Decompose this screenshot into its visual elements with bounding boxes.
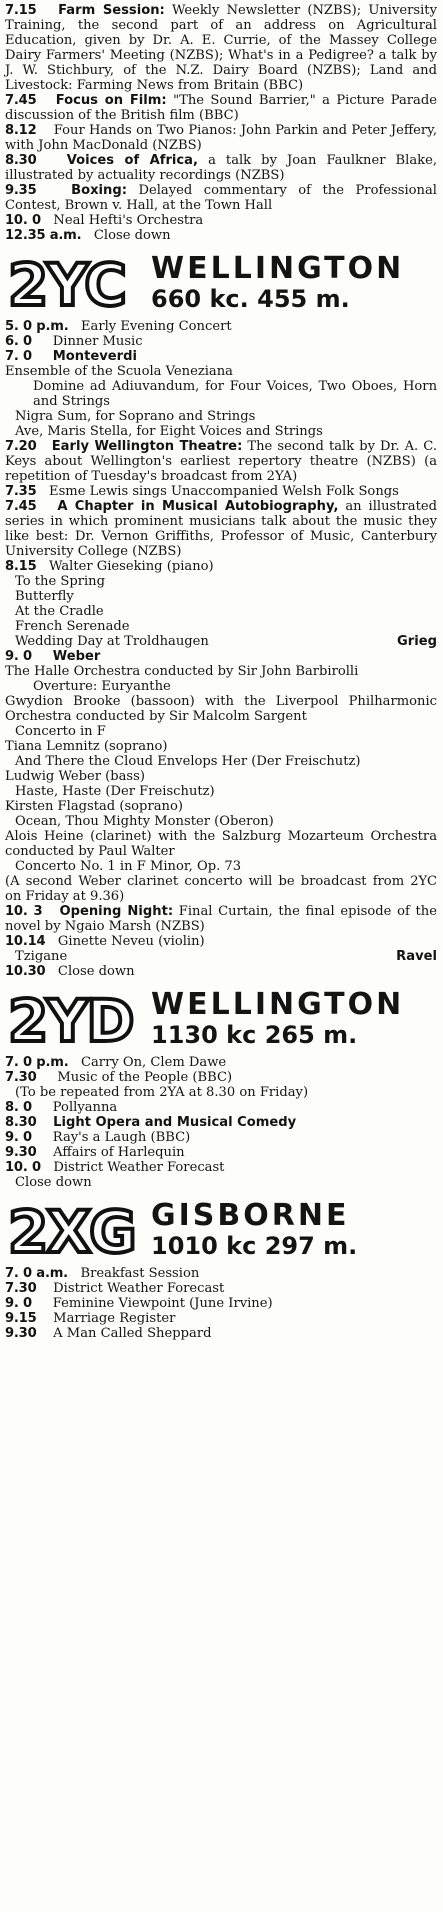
station-name: WELLINGTON [151, 987, 405, 1022]
listing-entry: 7. 0 p.m. Carry On, Clem Dawe [5, 1055, 227, 1070]
station-logo-2xg [5, 1198, 141, 1260]
listing-entry [5, 183, 437, 213]
listing-entry: 9.15 Marriage Register [5, 1311, 176, 1326]
listing-entry: 7.20 Early Wellington Theatre: The second talk by Dr. A. C. Keys about Wellington's earliest repertory theatre (NZBS) (a repetition of Tuesday's broadcast from 2YA) [5, 439, 437, 484]
listing-entry: 10.14 Ginette Neveu (violin) [5, 934, 205, 949]
listing-line: Gwydion Brooke (bassoon) with the Liverpool Philharmonic Orchestra conducted by Sir Malcolm Sargent [5, 694, 437, 724]
programme-title: Focus on Film: [55, 93, 167, 108]
programme-title: Farm Session: [58, 3, 165, 18]
station-header-2yc [5, 247, 437, 313]
listing-line: Domine ad Adiuvandum, for Four Voices, Two Oboes, Horn and Strings [33, 379, 437, 409]
programme-text: "The Sound Barrier," a Picture Parade discussion of the British film (BBC) [5, 93, 437, 123]
listing-entry: 8.30 Light Opera and Musical Comedy [5, 1115, 297, 1130]
listing-entry: 8.15 Walter Gieseking (piano) [5, 559, 214, 574]
programme-text: Delayed commentary of the Professional Contest, Brown v. Hall, at the Town Hall [5, 183, 437, 213]
listing-entry: 9.30 A Man Called Sheppard [5, 1326, 212, 1341]
listing-line: To the Spring [15, 574, 105, 589]
listing-entry: 7.35 Esme Lewis sings Unaccompanied Welsh Folk Songs [5, 484, 399, 499]
listing-line: (A second Weber clarinet concerto will be broadcast from 2YC on Friday at 9.36) [5, 874, 437, 904]
listing-entry [5, 93, 437, 123]
station-logo-2yc [5, 251, 141, 313]
listing-entry [5, 213, 437, 228]
listing-entry: 10.30 Close down [5, 964, 135, 979]
listing-entry: 10. 0 District Weather Forecast [5, 1160, 225, 1175]
svg-text:2XG: 2XG [8, 1198, 135, 1260]
programme-text: Four Hands on Two Pianos: John Parkin and Peter Jeffery, with John MacDonald (NZBS) [5, 123, 438, 153]
listing-line: Concerto No. 1 in F Minor, Op. 73 [15, 859, 242, 874]
time: 9.35 [5, 183, 37, 198]
listing-line: Butterfly [15, 589, 74, 604]
listing-line: The Halle Orchestra conducted by Sir John Barbirolli [5, 664, 359, 679]
listing-line: Tiana Lemnitz (soprano) [5, 739, 168, 754]
listing-line: At the Cradle [15, 604, 104, 619]
listing-line: Ensemble of the Scuola Veneziana [5, 364, 233, 379]
listing-entry: 5. 0 p.m. Early Evening Concert [5, 319, 232, 334]
programme-text: a talk by Joan Faulkner Blake, illustrated by actuality recordings (NZBS) [5, 153, 437, 183]
listing-entry: 7. 0 Monteverdi [5, 349, 138, 364]
programme-title: Boxing: [71, 183, 127, 198]
programme-title: Voices of Africa, [66, 153, 198, 168]
svg-text:2YD: 2YD [8, 987, 133, 1049]
listing-entry [5, 228, 437, 243]
station-frequency: 1130 kc 265 m. [151, 1021, 358, 1049]
station-name: GISBORNE [151, 1198, 350, 1233]
station-frequency: 660 kc. 455 m. [151, 285, 350, 313]
svg-text:2YC: 2YC [8, 251, 125, 313]
listing-entry: 7.45 A Chapter in Musical Autobiography, an illustrated series in which prominent musicians talk about the music they like best: Dr. Vernon Griffiths, Professor of Music, Canterbury University College (NZBS) [5, 499, 437, 559]
listing-entry: 9. 0 Feminine Viewpoint (June Irvine) [5, 1296, 273, 1311]
listing-entry: 9. 0 Ray's a Laugh (BBC) [5, 1130, 191, 1145]
listing-line: French Serenade [15, 619, 130, 634]
time: 8.30 [5, 153, 37, 168]
time: 8.12 [5, 123, 37, 138]
listing-line: Overture: Euryanthe [33, 679, 171, 694]
listing-line: Kirsten Flagstad (soprano) [5, 799, 183, 814]
listing-line: Wedding Day at Troldhaugen Grieg [15, 634, 437, 649]
listing-line: Haste, Haste (Der Freischutz) [15, 784, 215, 799]
listing-entry [5, 153, 437, 183]
listing-entry: 7.30 Music of the People (BBC) [5, 1070, 233, 1085]
listing-line: (To be repeated from 2YA at 8.30 on Friday) [15, 1085, 309, 1100]
station-header-2yd [5, 983, 437, 1049]
listing-line: Tzigane Ravel [15, 949, 437, 964]
time: 10. 0 [5, 213, 41, 228]
time: 12.35 a.m. [5, 228, 82, 243]
listing-line: And There the Cloud Envelops Her (Der Freischutz) [15, 754, 361, 769]
listing-line: Nigra Sum, for Soprano and Strings [15, 409, 256, 424]
time: 7.45 [5, 93, 37, 108]
listing-entry: 10. 3 Opening Night: Final Curtain, the final episode of the novel by Ngaio Marsh (NZBS) [5, 904, 437, 934]
listing-entry: 9.30 Affairs of Harlequin [5, 1145, 185, 1160]
programme-text: Weekly Newsletter (NZBS); University Training, the second part of an address on Agricultural Education, given by Dr. A. E. Currie, of the Massey College Dairy Farmers' Meeting (NZBS); What's in a Pedigree? a talk by J. W. Stichbury, of the N.Z. Dairy Board (NZBS); Land and Livestock: Farming News from Britain (BBC) [5, 3, 437, 93]
programme-text: Neal Hefti's Orchestra [53, 213, 204, 228]
listing-line: Alois Heine (clarinet) with the Salzburg Mozarteum Orchestra conducted by Paul Walter [5, 829, 437, 859]
station-logo-2yd [5, 987, 141, 1049]
listing-line: Close down [15, 1175, 92, 1190]
listing-line: Ave, Maris Stella, for Eight Voices and Strings [15, 424, 323, 439]
station-frequency: 1010 kc 297 m. [151, 1232, 358, 1260]
listing-line: Concerto in F [15, 724, 106, 739]
listing-entry: 8. 0 Pollyanna [5, 1100, 118, 1115]
station-header-2xg [5, 1194, 437, 1260]
programme-text: Close down [93, 228, 171, 243]
listing-entry: 9. 0 Weber [5, 649, 101, 664]
listing-entry: 7. 0 a.m. Breakfast Session [5, 1266, 200, 1281]
listing-entry [5, 123, 437, 153]
listing-line: Ocean, Thou Mighty Monster (Oberon) [15, 814, 274, 829]
listing-line: Ludwig Weber (bass) [5, 769, 145, 784]
time: 7.15 [5, 3, 37, 18]
listing-entry: 6. 0 Dinner Music [5, 334, 143, 349]
listing-entry: 7.30 District Weather Forecast [5, 1281, 225, 1296]
listing-entry [5, 3, 437, 93]
station-name: WELLINGTON [151, 251, 405, 286]
